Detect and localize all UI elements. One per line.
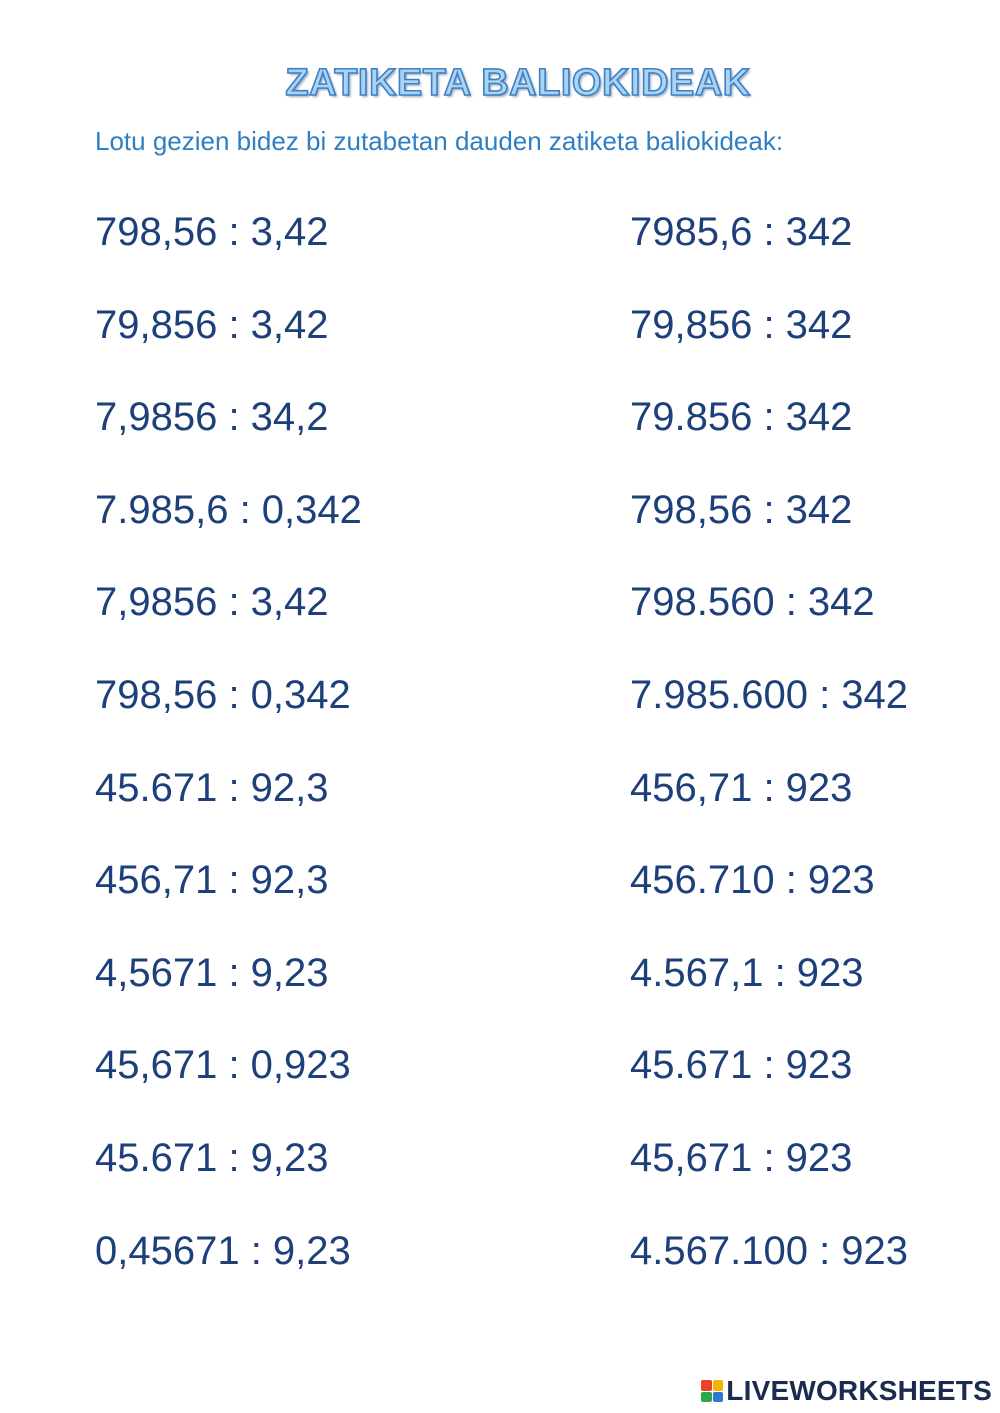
right-item[interactable]: 79.856 : 342 xyxy=(630,395,853,440)
left-item[interactable]: 7,9856 : 3,42 xyxy=(95,580,329,625)
left-item[interactable]: 45,671 : 0,923 xyxy=(95,1043,351,1088)
left-item[interactable]: 798,56 : 0,342 xyxy=(95,672,351,717)
worksheet-title: ZATIKETA BALIOKIDEAK xyxy=(285,62,751,104)
left-item[interactable]: 7.985,6 : 0,342 xyxy=(95,487,362,532)
right-item[interactable]: 456.710 : 923 xyxy=(630,858,875,903)
liveworksheets-logo-icon xyxy=(701,1380,723,1402)
right-item[interactable]: 4.567,1 : 923 xyxy=(630,950,864,995)
logo-square-yellow xyxy=(713,1380,724,1391)
left-item[interactable]: 4,5671 : 9,23 xyxy=(95,950,329,995)
right-item[interactable]: 456,71 : 923 xyxy=(630,765,853,810)
left-item[interactable]: 45.671 : 9,23 xyxy=(95,1135,329,1180)
right-column xyxy=(630,206,908,1317)
right-item[interactable]: 45,671 : 923 xyxy=(630,1135,853,1180)
left-item[interactable]: 7,9856 : 34,2 xyxy=(95,395,329,440)
logo-square-green xyxy=(701,1392,712,1403)
right-item[interactable]: 7985,6 : 342 xyxy=(630,210,853,254)
left-item[interactable]: 45.671 : 92,3 xyxy=(95,765,329,810)
right-item[interactable]: 7.985.600 : 342 xyxy=(630,672,909,717)
right-item[interactable]: 4.567.100 : 923 xyxy=(630,1228,909,1273)
instruction-text: Lotu gezien bidez bi zutabetan dauden zatiketa baliokideak: xyxy=(95,126,784,156)
liveworksheets-watermark xyxy=(701,1375,992,1407)
left-item[interactable]: 456,71 : 92,3 xyxy=(95,858,329,903)
left-item[interactable]: 798,56 : 3,42 xyxy=(95,210,329,254)
left-column xyxy=(95,206,362,1317)
watermark-text: LIVEWORKSHEETS xyxy=(726,1375,992,1406)
right-item[interactable]: 79,856 : 342 xyxy=(630,302,853,347)
logo-square-red xyxy=(701,1380,712,1391)
right-item[interactable]: 798,56 : 342 xyxy=(630,487,853,532)
right-item[interactable]: 798.560 : 342 xyxy=(630,580,875,625)
left-item[interactable]: 0,45671 : 9,23 xyxy=(95,1228,351,1273)
right-item[interactable]: 45.671 : 923 xyxy=(630,1043,853,1088)
left-item[interactable]: 79,856 : 3,42 xyxy=(95,302,329,347)
logo-square-blue xyxy=(713,1392,724,1403)
